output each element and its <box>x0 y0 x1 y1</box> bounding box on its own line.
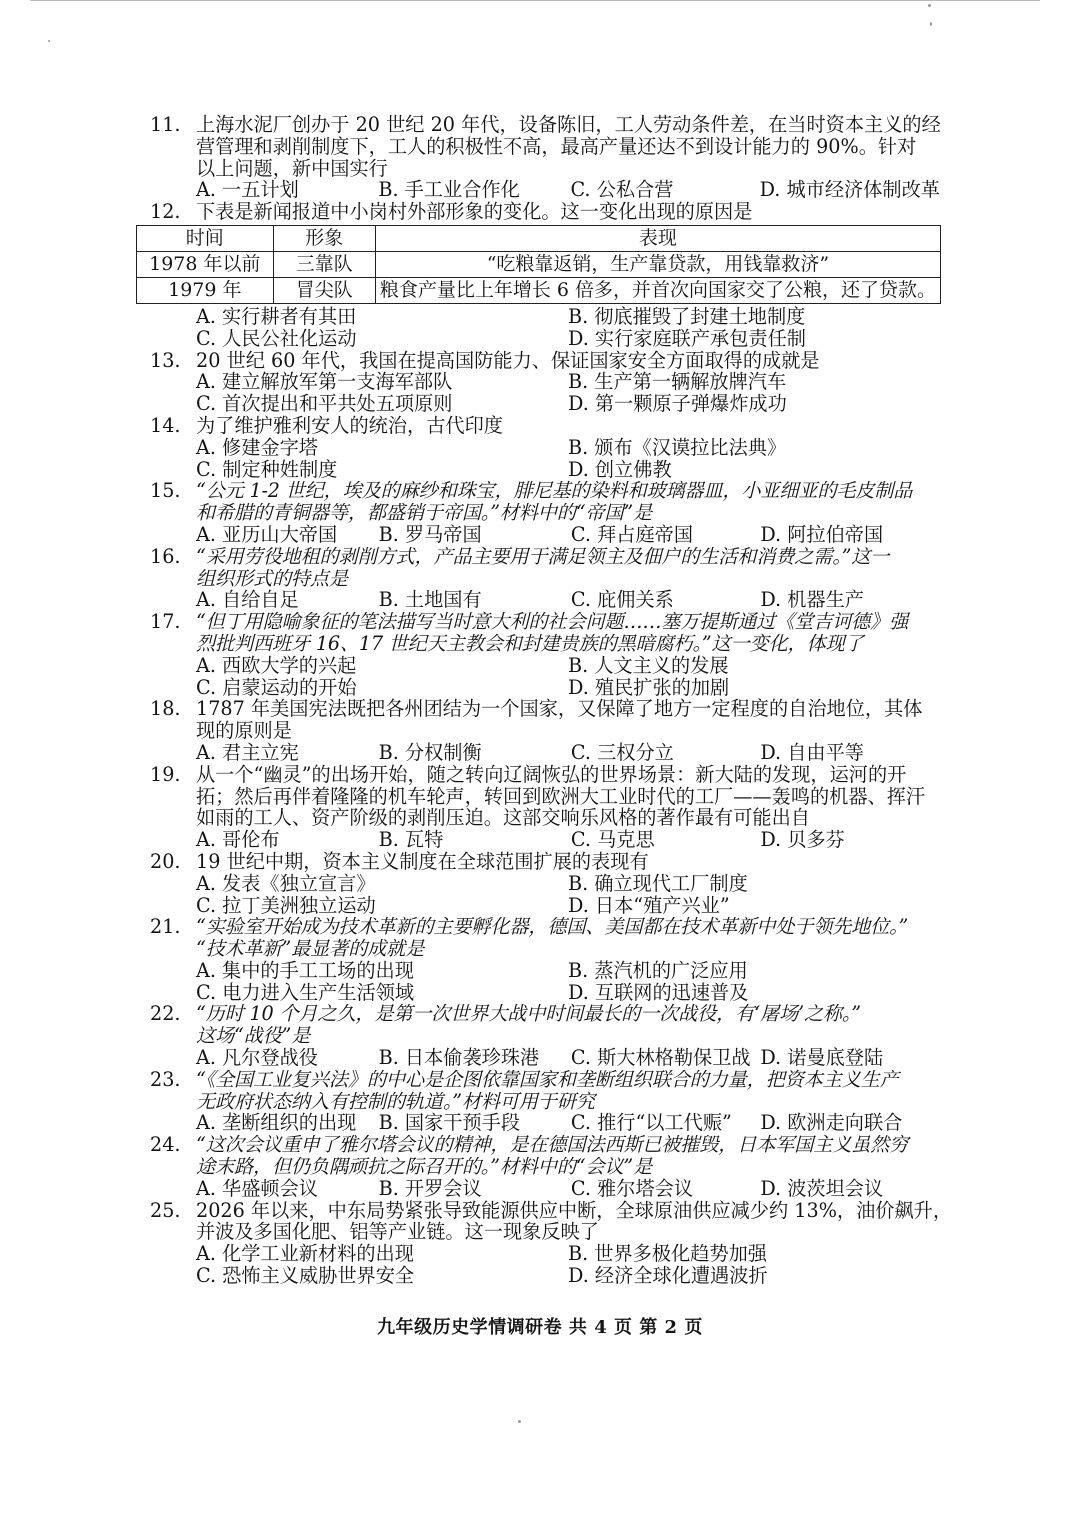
question-stem-line <box>150 698 940 720</box>
question <box>150 851 940 916</box>
options-row <box>150 524 940 546</box>
question-stem-line: 烈批判西班牙 16、17 世纪天主教会和封建贵族的黑暗腐朽。”这一变化，体现了 <box>196 631 864 655</box>
question-number: 25. <box>150 1198 181 1222</box>
answer-option: B. 手工业合作化 <box>378 178 520 202</box>
question-stem-line: 和希腊的青铜器等，都盛销于帝国。”材料中的“帝国”是 <box>196 501 652 525</box>
table-cell: 冒尖队 <box>273 277 375 303</box>
question-stem-line: 如雨的工人、资产阶级的剥削压迫。这部交响乐风格的著作最有可能出自 <box>196 806 810 830</box>
question-number: 20. <box>150 849 181 873</box>
question-stem-line <box>150 1198 953 1222</box>
answer-option: C. 拉丁美洲独立运动 <box>196 893 376 917</box>
table-row <box>137 277 941 303</box>
question-stem-line: 拓；然后再伴着隆隆的机车轮声，转回到欧洲大工业时代的工厂——轰鸣的机器、挥汗 <box>196 784 926 808</box>
question-number: 16. <box>150 544 181 568</box>
question-stem: “这次会议重申了雅尔塔会议的精神，是在德国法西斯已被摧毁，日本军国主义虽然穷 <box>196 1133 909 1157</box>
answer-option: C. 三权分立 <box>570 740 674 764</box>
question-number: 23. <box>150 1067 181 1091</box>
options-row <box>150 982 940 1004</box>
answer-option: C. 人民公社化运动 <box>196 326 357 350</box>
comparison-table <box>136 225 941 304</box>
answer-option: D. 阿拉伯帝国 <box>760 522 884 546</box>
table-cell: 1978 年以前 <box>137 251 274 277</box>
table-header-row <box>137 225 941 251</box>
question-stem-line: 无政府状态纳入有控制的轨道。”材料可用于研究 <box>196 1089 595 1113</box>
answer-option: D. 机器生产 <box>760 588 864 612</box>
answer-option: C. 恐怖主义威胁世界安全 <box>196 1264 415 1288</box>
question-number: 24. <box>150 1133 181 1157</box>
options-row <box>150 960 940 982</box>
answer-option: C. 雅尔塔会议 <box>570 1176 694 1200</box>
options-row <box>150 393 940 415</box>
answer-option: D. 殖民扩张的加剧 <box>568 675 730 699</box>
answer-option: A. 亚历山大帝国 <box>196 522 338 546</box>
answer-option: A. 凡尔登战役 <box>196 1046 318 1070</box>
options-row <box>150 655 940 677</box>
answer-option: B. 日本偷袭珍珠港 <box>378 1046 540 1070</box>
answer-option: B. 罗马帝国 <box>378 522 482 546</box>
answer-option: C. 斯大林格勒保卫战 <box>570 1046 751 1070</box>
answer-option: C. 启蒙运动的开始 <box>196 675 357 699</box>
options-row <box>150 1112 940 1134</box>
question <box>150 201 940 349</box>
question <box>150 1069 940 1134</box>
options-row <box>150 829 940 851</box>
answer-option: A. 垄断组织的出现 <box>196 1111 357 1135</box>
question-stem: 1787 年美国宪法既把各州团结为一个国家，又保障了地方一定程度的自治地位，其体 <box>196 697 923 721</box>
answer-option: B. 土地国有 <box>378 588 482 612</box>
question-list <box>149 113 953 1288</box>
question <box>150 1134 940 1199</box>
question-stem: “《全国工业复兴法》的中心是企图依靠国家和垄断组织联合的力量，把资本主义生产 <box>196 1067 899 1091</box>
scan-speck <box>518 1420 521 1423</box>
answer-option: A. 化学工业新材料的出现 <box>196 1242 414 1266</box>
options-row <box>150 742 940 764</box>
question-stem: “历时 10 个月之久，是第一次世界大战中时间最长的一次战役，有‘屠场’之称。” <box>196 1002 861 1026</box>
answer-option: B. 分权制衡 <box>378 740 482 764</box>
answer-option: C. 首次提出和平共处五项原则 <box>196 392 453 416</box>
answer-option: B. 蒸汽机的广泛应用 <box>568 958 748 982</box>
answer-option: D. 诺曼底登陆 <box>760 1046 884 1070</box>
question-stem-line: 营管理和剥削制度下，工人的积极性不高，最高产量还达不到设计能力的 90%。针对 <box>196 134 917 158</box>
scan-speck <box>930 22 932 26</box>
question-stem: 从一个“幽灵”的出场开始，随之转向辽阔恢弘的世界场景：新大陆的发现，运河的开 <box>196 762 907 786</box>
question <box>150 698 940 763</box>
question-number: 18. <box>150 697 181 721</box>
question-stem-line: 这场“战役”是 <box>196 1024 311 1048</box>
question-stem-line <box>150 415 940 437</box>
answer-option: B. 世界多极化趋势加强 <box>568 1242 767 1266</box>
answer-option: C. 电力进入生产生活领域 <box>196 980 415 1004</box>
question-stem-line <box>150 1134 940 1156</box>
options-row <box>150 677 940 699</box>
question-stem-line <box>150 764 940 786</box>
question-stem: 为了维护雅利安人的统治，古代印度 <box>196 413 503 437</box>
answer-option: B. 确立现代工厂制度 <box>568 871 748 895</box>
answer-option: A. 修建金字塔 <box>196 435 318 459</box>
question-stem: 2026 年以来，中东局势紧张导致能源供应中断，全球原油供应减少约 13%，油价飙升， <box>196 1198 953 1222</box>
question-stem-line: 并波及多国化肥、铝等产业链。这一现象反映了 <box>196 1220 599 1244</box>
question-stem-line: 以上问题，新中国实行 <box>196 156 388 180</box>
answer-option: A. 建立解放军第一支海军部队 <box>196 370 453 394</box>
question-stem-line: 途末路，但仍负隅顽抗之际召开的。”材料中的“会议”是 <box>196 1155 652 1179</box>
options-row <box>150 328 940 350</box>
answer-option: C. 公私合营 <box>570 178 674 202</box>
question-stem-line <box>150 201 940 223</box>
answer-option: D. 自由平等 <box>760 740 864 764</box>
question <box>150 916 940 1003</box>
question <box>150 1003 940 1068</box>
page-edge-line <box>30 0 1040 1</box>
answer-option: A. 实行耕者有其田 <box>196 304 357 328</box>
question <box>150 480 940 545</box>
table-header-cell: 形象 <box>273 225 375 251</box>
question-stem-line <box>150 480 940 502</box>
question-number: 12. <box>150 200 181 224</box>
table-header-cell: 时间 <box>137 225 274 251</box>
question-number: 22. <box>150 1002 181 1026</box>
answer-option: B. 开罗会议 <box>378 1176 482 1200</box>
answer-option: B. 生产第一辆解放牌汽车 <box>568 370 787 394</box>
table-cell: 粮食产量比上年增长 6 倍多，并首次向国家交了公粮，还了贷款。 <box>375 277 940 303</box>
question <box>150 114 940 201</box>
options-row <box>150 895 940 917</box>
answer-option: A. 哥伦布 <box>196 828 280 852</box>
answer-option: B. 国家干预手段 <box>378 1111 521 1135</box>
question <box>150 546 940 611</box>
options-row <box>150 1178 940 1200</box>
answer-option: C. 制定种姓制度 <box>196 457 338 481</box>
question-stem-line <box>150 1003 940 1025</box>
question-stem-line: “技术革新”最显著的成就是 <box>196 937 425 961</box>
question-stem: 上海水泥厂创办于 20 世纪 20 年代，设备陈旧，工人劳动条件差，在当时资本主义的经 <box>196 113 941 136</box>
options-row <box>150 179 940 201</box>
question-stem: “但丁用隐喻象征的笔法描写当时意大利的社会问题……塞万提斯通过《堂吉诃德》强 <box>196 610 909 634</box>
question-stem: “公元 1-2 世纪，埃及的麻纱和珠宝，腓尼基的染料和玻璃器皿，小亚细亚的毛皮制品 <box>196 479 913 503</box>
question-number: 11. <box>150 113 181 136</box>
table-cell: 三靠队 <box>273 251 375 277</box>
options-row <box>150 371 940 393</box>
table-header-cell: 表现 <box>375 225 940 251</box>
answer-option: C. 拜占庭帝国 <box>570 522 694 546</box>
question-number: 19. <box>150 762 181 786</box>
table-cell: “吃粮靠返销，生产靠贷款，用钱靠救济” <box>375 251 940 277</box>
options-row <box>150 1047 940 1069</box>
question-number: 14. <box>150 413 181 437</box>
answer-option: A. 一五计划 <box>196 178 299 202</box>
question-stem-line <box>150 1069 940 1091</box>
answer-option: B. 颁布《汉谟拉比法典》 <box>568 435 787 459</box>
question-stem: “实验室开始成为技术革新的主要孵化器，德国、美国都在技术革新中处于领先地位。” <box>196 915 909 939</box>
question-stem-line <box>150 851 940 873</box>
question <box>150 415 940 480</box>
answer-option: C. 马克思 <box>570 828 655 852</box>
answer-option: D. 创立佛教 <box>568 457 672 481</box>
question-stem-line <box>150 916 940 938</box>
answer-option: A. 君主立宪 <box>196 740 299 764</box>
question-number: 17. <box>150 610 181 634</box>
answer-option: D. 互联网的迅速普及 <box>568 980 749 1004</box>
answer-option: D. 城市经济体制改革 <box>759 178 940 202</box>
answer-option: D. 第一颗原子弹爆炸成功 <box>568 392 787 416</box>
options-row <box>150 589 940 611</box>
scan-speck <box>928 4 931 7</box>
answer-option: A. 集中的手工工场的出现 <box>196 958 414 982</box>
answer-option: D. 经济全球化遭遇波折 <box>568 1264 768 1288</box>
question-stem: 20 世纪 60 年代，我国在提高国防能力、保证国家安全方面取得的成就是 <box>196 348 820 372</box>
question-stem: “采用劳役地租的剥削方式，产品主要用于满足领主及佃户的生活和消费之需。”这一 <box>196 544 890 568</box>
answer-option: D. 欧洲走向联合 <box>760 1111 903 1135</box>
answer-option: D. 实行家庭联产承包责任制 <box>568 326 806 350</box>
question-stem-line <box>150 611 940 633</box>
question-stem-line <box>150 350 940 372</box>
answer-option: B. 瓦特 <box>378 828 444 852</box>
table-row <box>137 251 941 277</box>
answer-option: B. 人文主义的发展 <box>568 653 729 677</box>
answer-option: D. 日本“殖产兴业” <box>568 893 730 917</box>
answer-option: D. 贝多芬 <box>760 828 845 852</box>
question-stem-line <box>150 114 940 136</box>
question-number: 15. <box>150 479 181 503</box>
options-row <box>150 873 940 895</box>
question-stem-line <box>150 546 940 568</box>
answer-option: C. 庇佣关系 <box>570 588 674 612</box>
answer-option: A. 发表《独立宣言》 <box>196 871 376 895</box>
question <box>150 764 940 851</box>
question-stem-line: 组织形式的特点是 <box>196 566 348 590</box>
options-row <box>150 437 940 459</box>
answer-option: A. 华盛顿会议 <box>196 1176 318 1200</box>
question <box>150 350 940 415</box>
options-row <box>150 1265 940 1287</box>
options-row <box>150 1243 940 1265</box>
scan-speck <box>48 40 50 42</box>
question-stem: 下表是新闻报道中小岗村外部形象的变化。这一变化出现的原因是 <box>196 200 753 224</box>
table-cell: 1979 年 <box>137 277 274 303</box>
answer-option: A. 自给自足 <box>196 588 299 612</box>
answer-option: D. 波茨坦会议 <box>760 1176 884 1200</box>
answer-option: A. 西欧大学的兴起 <box>196 653 357 677</box>
page-footer: 九年级历史学情调研卷 共 4 页 第 2 页 <box>377 1317 703 1338</box>
answer-option: C. 推行“以工代赈” <box>570 1111 732 1135</box>
question-stem-line: 现的原则是 <box>196 719 292 743</box>
question <box>150 1198 953 1288</box>
question-number: 21. <box>150 915 181 939</box>
question-number: 13. <box>150 348 181 372</box>
options-row <box>150 459 940 481</box>
answer-option: B. 彻底摧毁了封建土地制度 <box>568 304 806 328</box>
question <box>150 611 940 698</box>
question-stem: 19 世纪中期，资本主义制度在全球范围扩展的表现有 <box>196 849 649 873</box>
options-row <box>150 306 940 328</box>
